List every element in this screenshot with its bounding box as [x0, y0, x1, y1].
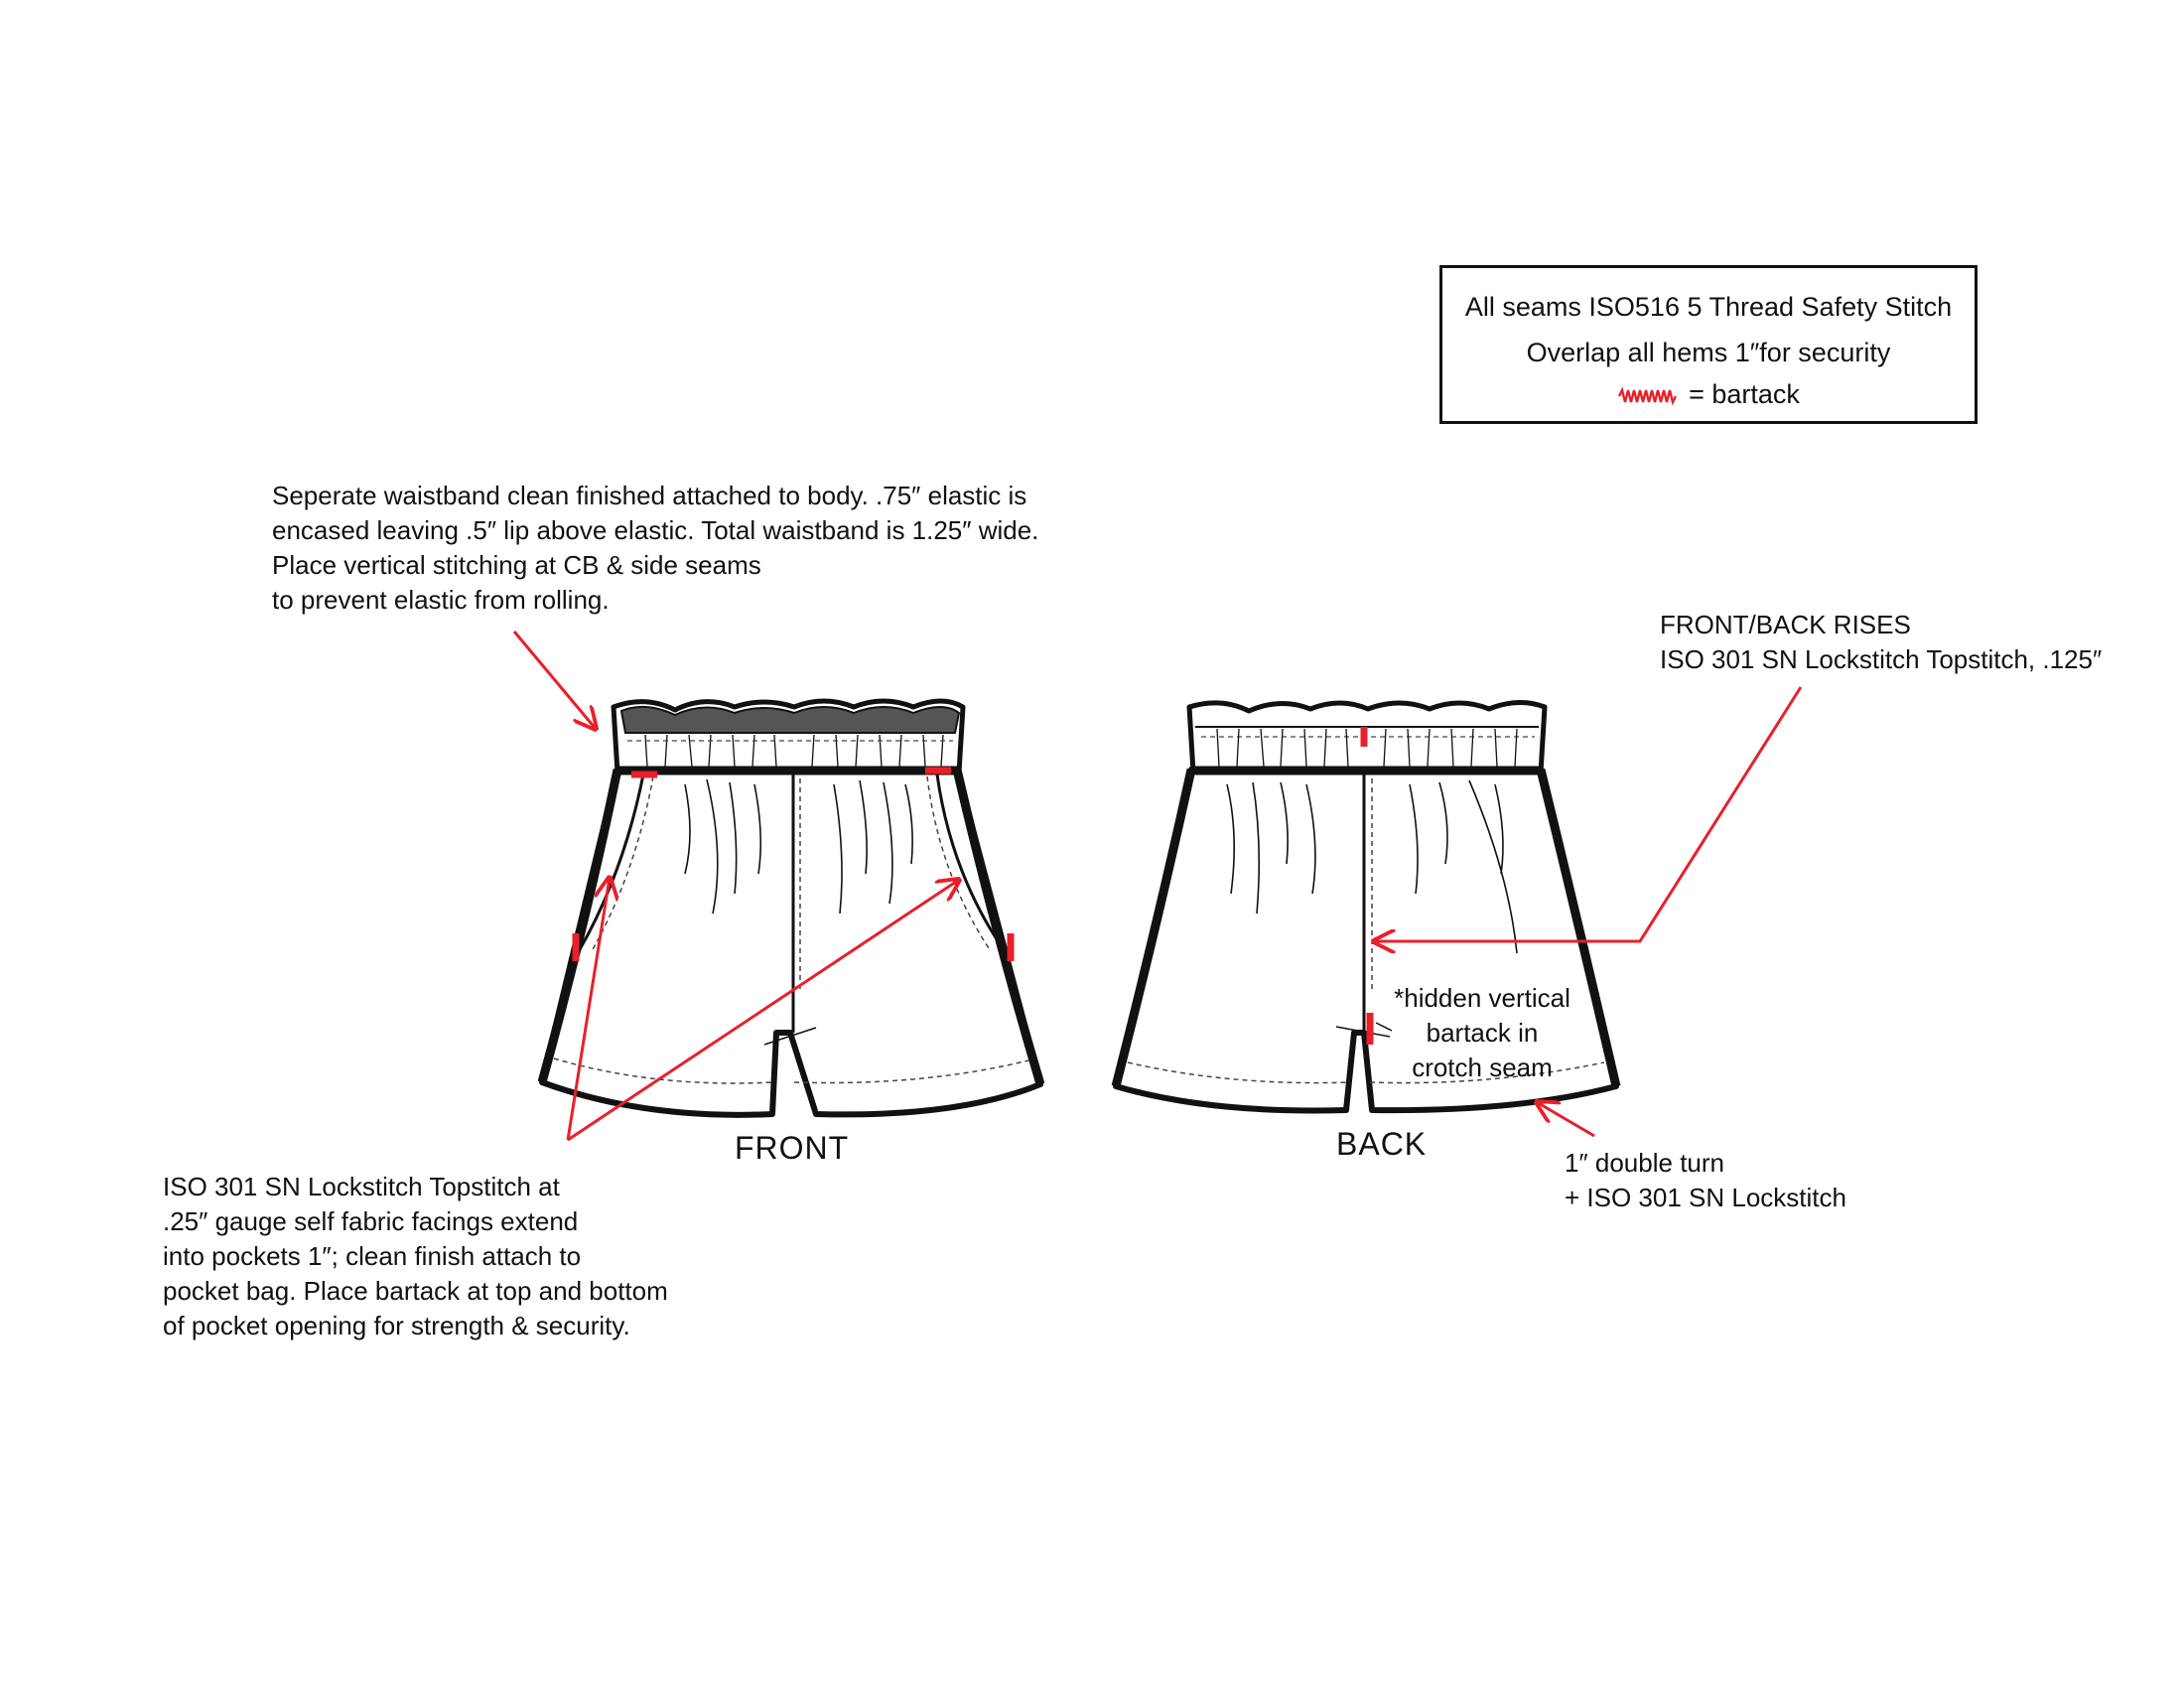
waistband-note-line: to prevent elastic from rolling. [272, 585, 610, 615]
legend-bartack-label: = bartack [1689, 379, 1800, 409]
waistband-note [272, 479, 1038, 618]
rises-note-line: FRONT/BACK RISES [1660, 610, 1911, 639]
pocket-note-line: of pocket opening for strength & security. [163, 1311, 630, 1340]
legend-hems-line: Overlap all hems 1″for security [1526, 338, 1891, 367]
waistband-note-line: Place vertical stitching at CB & side seams [272, 550, 761, 580]
hidden-bartack-note-line: *hidden vertical [1394, 983, 1570, 1013]
waistband-note-line: encased leaving .5″ lip above elastic. Total waistband is 1.25″ wide. [272, 515, 1039, 545]
bartack-symbol-icon [1617, 386, 1681, 406]
hem-note-line: + ISO 301 SN Lockstitch [1565, 1183, 1846, 1212]
pocket-note-line: .25″ gauge self fabric facings extend [163, 1206, 579, 1236]
rises-note-line: ISO 301 SN Lockstitch Topstitch, .125″ [1660, 644, 2103, 674]
pocket-note-line: pocket bag. Place bartack at top and bottom [163, 1276, 668, 1306]
front-shorts [542, 701, 1040, 1115]
hem-note-line: 1″ double turn [1565, 1148, 1724, 1178]
hem-arrow [1537, 1102, 1594, 1136]
pocket-note [163, 1170, 668, 1343]
hem-note [1565, 1146, 1846, 1215]
pocket-note-line: into pockets 1″; clean finish attach to [163, 1241, 582, 1271]
front-view-label: FRONT [735, 1130, 850, 1166]
rises-note [1660, 608, 2102, 677]
hidden-bartack-note-line: bartack in [1426, 1018, 1539, 1048]
hidden-bartack-note-line: crotch seam [1412, 1053, 1553, 1082]
waistband-arrow [514, 632, 596, 729]
stitch-legend-box [1439, 265, 1978, 424]
waistband-note-line: Seperate waistband clean finished attached to body. .75″ elastic is [272, 481, 1027, 510]
legend-seams-line: All seams ISO516 5 Thread Safety Stitch [1464, 292, 1953, 322]
back-view-label: BACK [1336, 1126, 1428, 1162]
legend-bartack-row [1442, 379, 1975, 410]
hidden-bartack-note [1390, 981, 1574, 1085]
pocket-note-line: ISO 301 SN Lockstitch Topstitch at [163, 1172, 560, 1201]
